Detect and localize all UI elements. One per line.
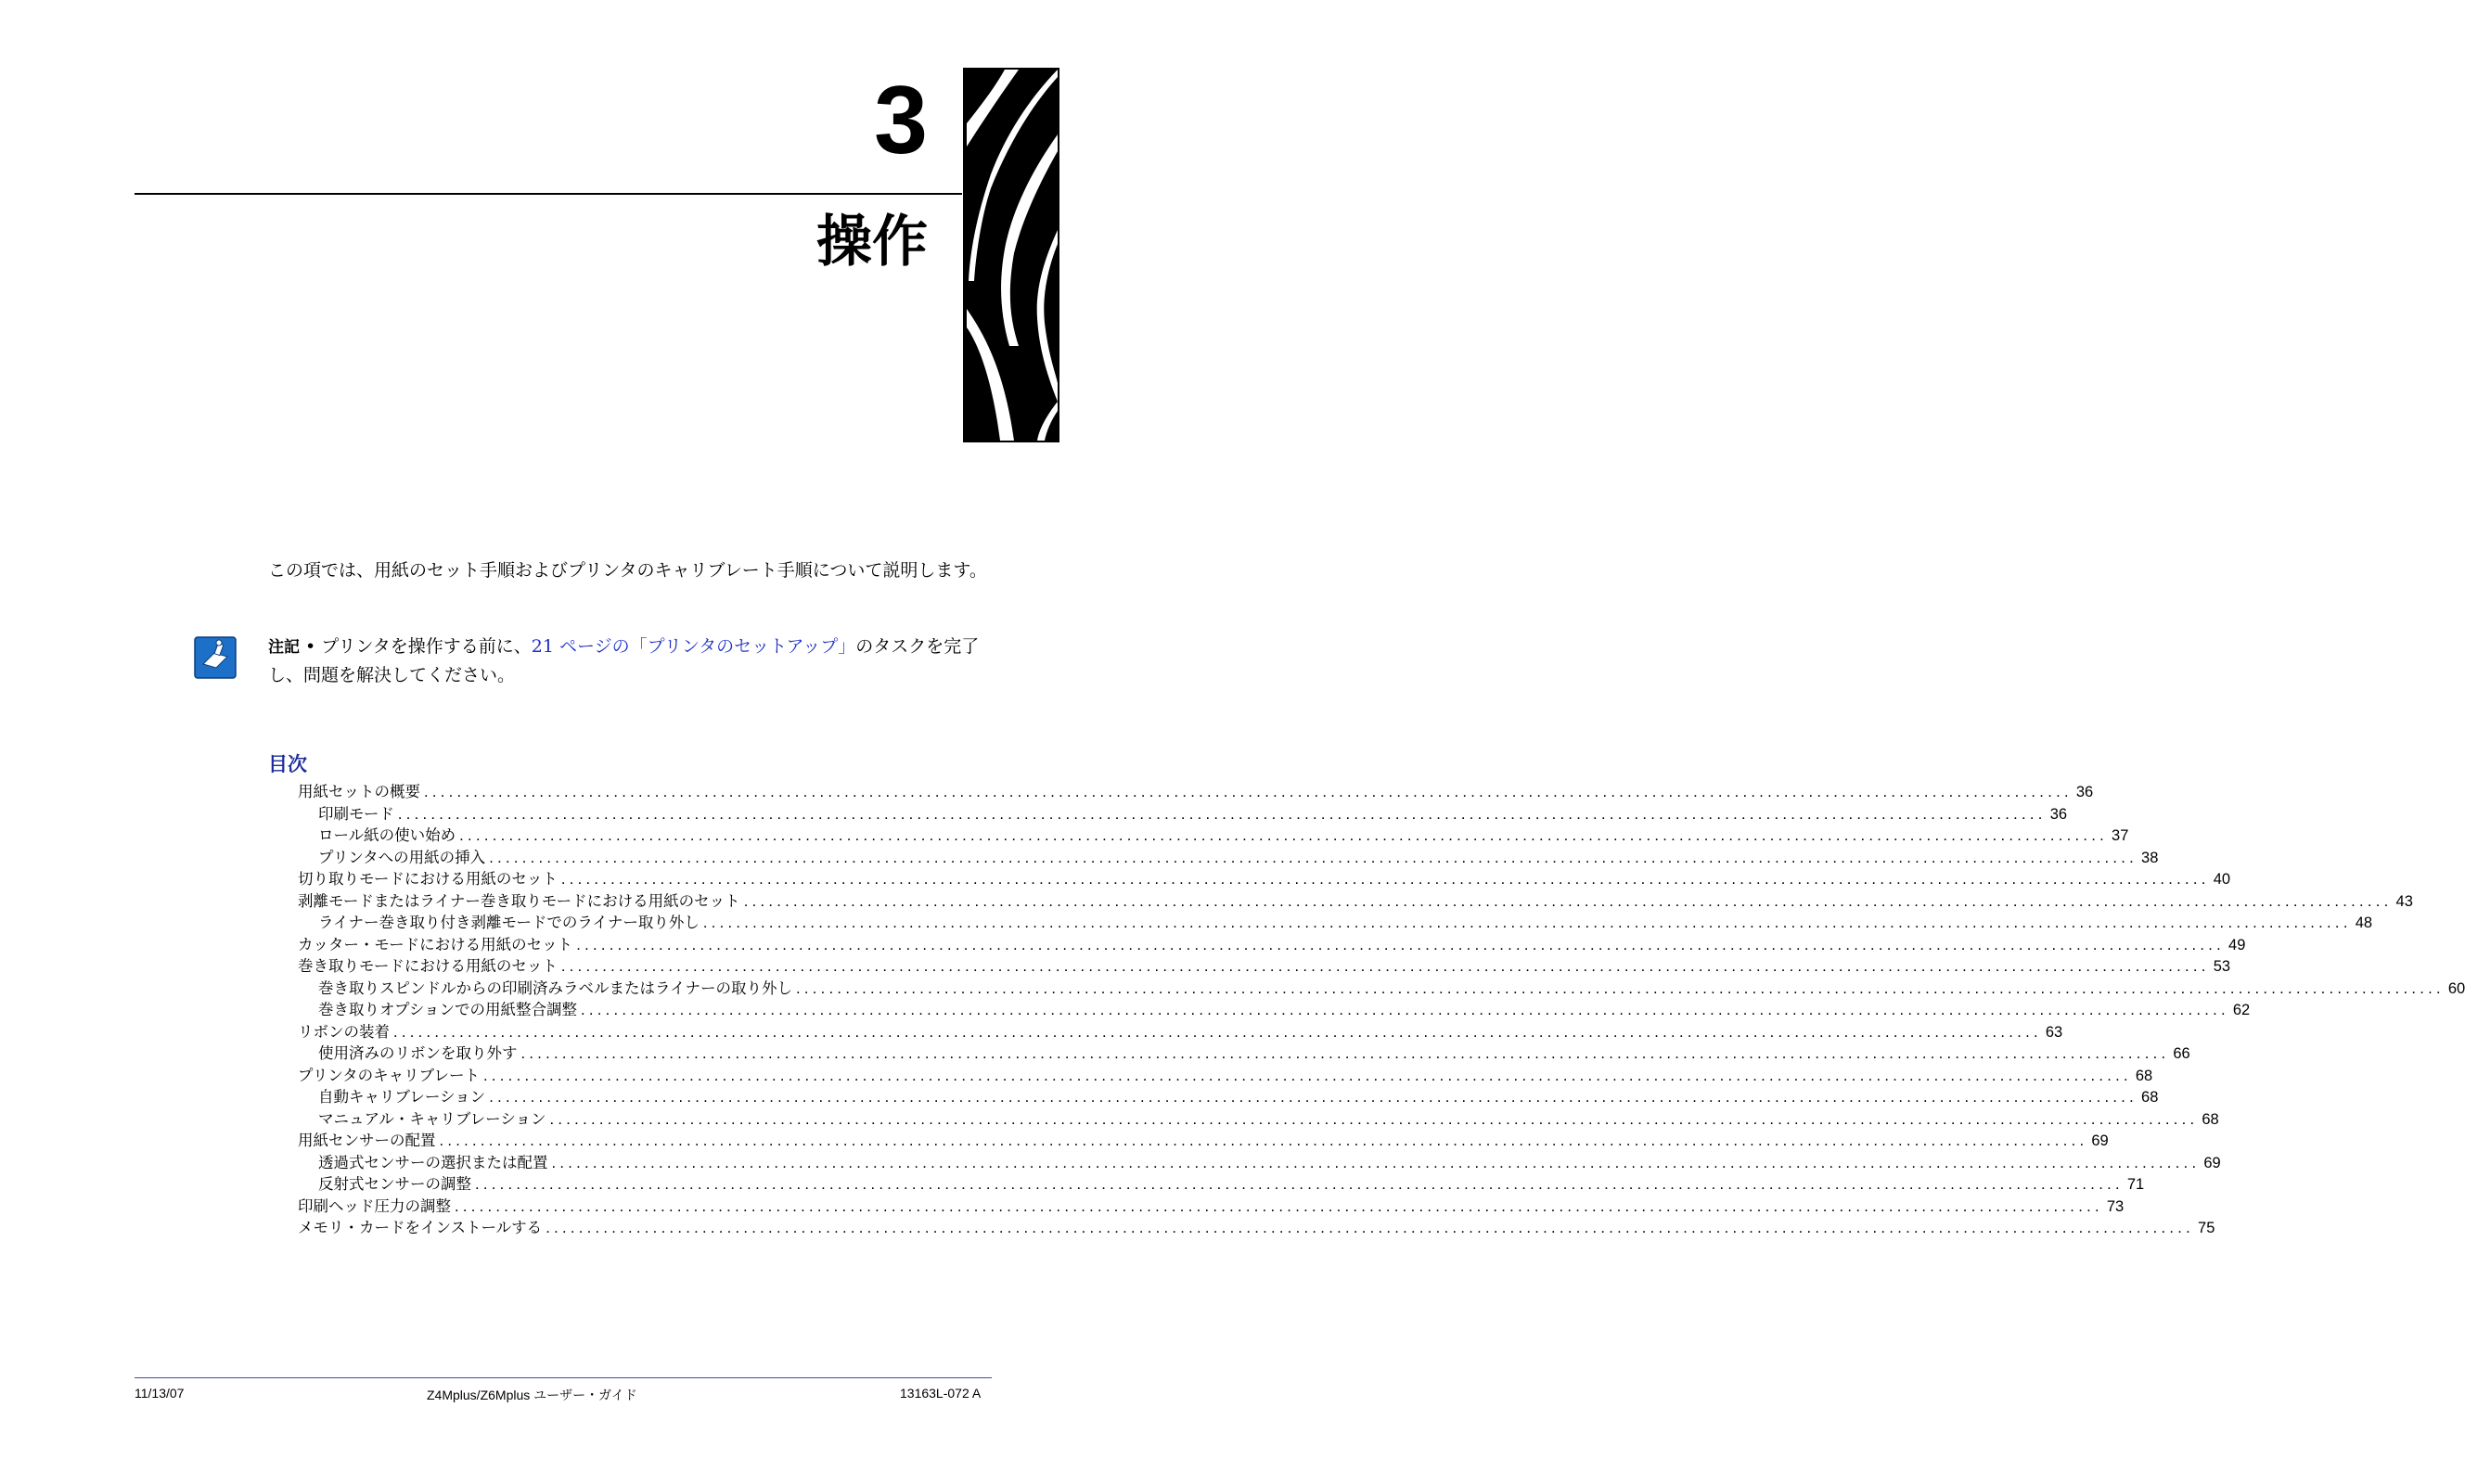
toc-entry-page: 49 [2228, 936, 2246, 953]
toc-leader-dots: ........................................................................................................................................................................................................ [483, 1067, 2132, 1084]
toc-entry-title: 自動キャリブレーション [318, 1089, 486, 1106]
toc-entry-title: リボンの装着 [298, 1023, 390, 1041]
toc-leader-dots: ........................................................................................................................................................................................................ [549, 1110, 2199, 1128]
toc-leader-dots: ........................................................................................................................................................................................................ [439, 1132, 2088, 1149]
toc-entry[interactable] [298, 866, 2231, 888]
toc-entry[interactable] [298, 1128, 2109, 1149]
toc-entry-title: 巻き取りモードにおける用紙のセット [298, 958, 558, 975]
toc-entry[interactable] [318, 1107, 2219, 1128]
toc-entry-page: 60 [2447, 979, 2465, 997]
note-pen-icon [194, 636, 237, 679]
toc-entry-page: 73 [2106, 1197, 2125, 1215]
toc-entry-title: 巻き取りスピンドルからの印刷済みラベルまたはライナーの取り外し [318, 979, 793, 997]
toc-leader-dots: ........................................................................................................................................................................................................ [520, 1045, 2170, 1062]
toc-entry[interactable] [298, 889, 2413, 910]
toc-entry-page: 40 [2213, 871, 2231, 888]
toc-leader-dots: ........................................................................................................................................................................................................ [546, 1220, 2195, 1236]
toc-entry-title: プリンタのキャリブレート [298, 1067, 481, 1084]
toc-entry[interactable] [318, 845, 2159, 866]
toc-entry[interactable] [318, 1084, 2159, 1106]
toc-leader-dots: ........................................................................................................................................................................................................ [796, 979, 2445, 997]
toc-entry-page: 68 [2141, 1089, 2159, 1106]
toc-entry[interactable] [318, 997, 2251, 1018]
toc-entry-page: 53 [2213, 958, 2231, 975]
toc-leader-dots: ........................................................................................................................................................................................................ [560, 871, 2210, 888]
toc-entry-page: 43 [2395, 892, 2413, 910]
toc-entry[interactable] [298, 932, 2246, 953]
toc-entry[interactable] [318, 1171, 2145, 1193]
toc-entry[interactable] [298, 953, 2231, 975]
toc-entry-page: 68 [2135, 1067, 2153, 1084]
toc-entry-title: ロール紙の使い始め [318, 827, 456, 844]
toc-entry[interactable] [318, 976, 2465, 997]
toc-leader-dots: ........................................................................................................................................................................................................ [743, 892, 2393, 910]
toc-entry-title: メモリ・カードをインストールする [298, 1220, 543, 1236]
footer-guide-title: Z4Mplus/Z6Mplus ユーザー・ガイド [427, 1388, 637, 1402]
toc-entry-title: ライナー巻き取り付き剥離モードでのライナー取り外し [318, 915, 700, 931]
toc-leader-dots: ........................................................................................................................................................................................................ [560, 958, 2210, 975]
toc-entry[interactable] [318, 1041, 2190, 1062]
toc-entry-title: プリンタへの用紙の挿入 [318, 849, 486, 866]
toc-entry-page: 62 [2232, 1002, 2251, 1018]
note-text-before: プリンタを操作する前に、 [321, 636, 532, 657]
toc-leader-dots: ........................................................................................................................................................................................................ [702, 915, 2352, 931]
footer-rule [135, 1377, 992, 1378]
toc-entry-title: 巻き取りオプションでの用紙整合調整 [318, 1002, 578, 1018]
toc-entry-title: 印刷モード [318, 805, 394, 823]
toc-entry-page: 69 [2091, 1132, 2109, 1149]
note-text-after: のタスクを完了し、問題を解決してください。 [268, 636, 980, 685]
toc-leader-dots: ........................................................................................................................................................................................................ [489, 849, 2138, 866]
toc-entry-page: 69 [2203, 1154, 2221, 1171]
note-paragraph [268, 633, 1001, 689]
toc-leader-dots: ........................................................................................................................................................................................................ [475, 1176, 2124, 1193]
toc-entry-page: 37 [2112, 827, 2129, 844]
toc-entry-title: カッター・モードにおける用紙のセット [298, 936, 573, 953]
toc-entry[interactable] [318, 823, 2129, 844]
toc-entry[interactable] [298, 779, 2094, 800]
toc-entry-page: 68 [2202, 1110, 2219, 1128]
note-bullet: • [300, 636, 322, 657]
chapter-title: 操作 [816, 210, 928, 275]
toc-entry-title: 透過式センサーの選択または配置 [318, 1154, 548, 1171]
toc-leader-dots: ........................................................................................................................................................................................................ [424, 784, 2073, 800]
toc-entry-page: 38 [2141, 849, 2159, 866]
toc-entry[interactable] [318, 1150, 2221, 1171]
note-label: 注記 [268, 638, 300, 657]
toc-entry[interactable] [298, 1194, 2125, 1215]
toc-entry-title: 切り取りモードにおける用紙のセット [298, 871, 558, 888]
toc-leader-dots: ........................................................................................................................................................................................................ [581, 1002, 2229, 1018]
toc-entry-page: 66 [2173, 1045, 2190, 1062]
toc-entry-page: 36 [2075, 784, 2094, 800]
toc-leader-dots: ........................................................................................................................................................................................................ [455, 1197, 2103, 1215]
toc-entry-title: 使用済みのリボンを取り外す [318, 1045, 518, 1062]
toc-entry[interactable] [298, 1063, 2153, 1084]
chapter-number: 3 [874, 67, 928, 174]
zebra-stripe-tab [963, 68, 1059, 442]
toc-entry[interactable] [318, 910, 2373, 931]
toc-entry-page: 63 [2045, 1023, 2063, 1041]
intro-paragraph: この項では、用紙のセット手順およびプリンタのキャリブレート手順について説明します。 [268, 560, 987, 581]
toc-entry-page: 71 [2126, 1176, 2145, 1193]
toc-entry-title: マニュアル・キャリブレーション [318, 1110, 546, 1128]
toc-leader-dots: ........................................................................................................................................................................................................ [551, 1154, 2201, 1171]
toc-entry-page: 75 [2198, 1220, 2215, 1236]
toc-leader-dots: ........................................................................................................................................................................................................ [489, 1089, 2138, 1106]
toc-entry[interactable] [298, 1019, 2063, 1041]
toc-entry-title: 印刷ヘッド圧力の調整 [298, 1197, 451, 1215]
footer-date: 11/13/07 [135, 1386, 185, 1401]
footer-doc-number: 13163L-072 A [900, 1386, 982, 1401]
toc-entry[interactable] [318, 801, 2068, 823]
toc-entry-title: 反射式センサーの調整 [318, 1176, 471, 1193]
toc-leader-dots: ........................................................................................................................................................................................................ [397, 805, 2047, 823]
toc-entry[interactable] [298, 1215, 2215, 1236]
toc-leader-dots: ........................................................................................................................................................................................................ [576, 936, 2226, 953]
toc-entry-title: 剥離モードまたはライナー巻き取りモードにおける用紙のセット [298, 892, 740, 910]
chapter-rule [135, 193, 962, 195]
toc-leader-dots: ........................................................................................................................................................................................................ [393, 1023, 2042, 1041]
toc-leader-dots: ........................................................................................................................................................................................................ [459, 827, 2109, 844]
toc-entry-title: 用紙センサーの配置 [298, 1132, 436, 1149]
toc-entry-page: 36 [2049, 805, 2068, 823]
toc-entry-page: 48 [2355, 915, 2373, 931]
toc-heading: 目次 [268, 753, 307, 775]
note-link[interactable]: 21 ページの「プリンタのセットアップ」 [531, 636, 856, 657]
toc-entry-title: 用紙セットの概要 [298, 784, 420, 800]
